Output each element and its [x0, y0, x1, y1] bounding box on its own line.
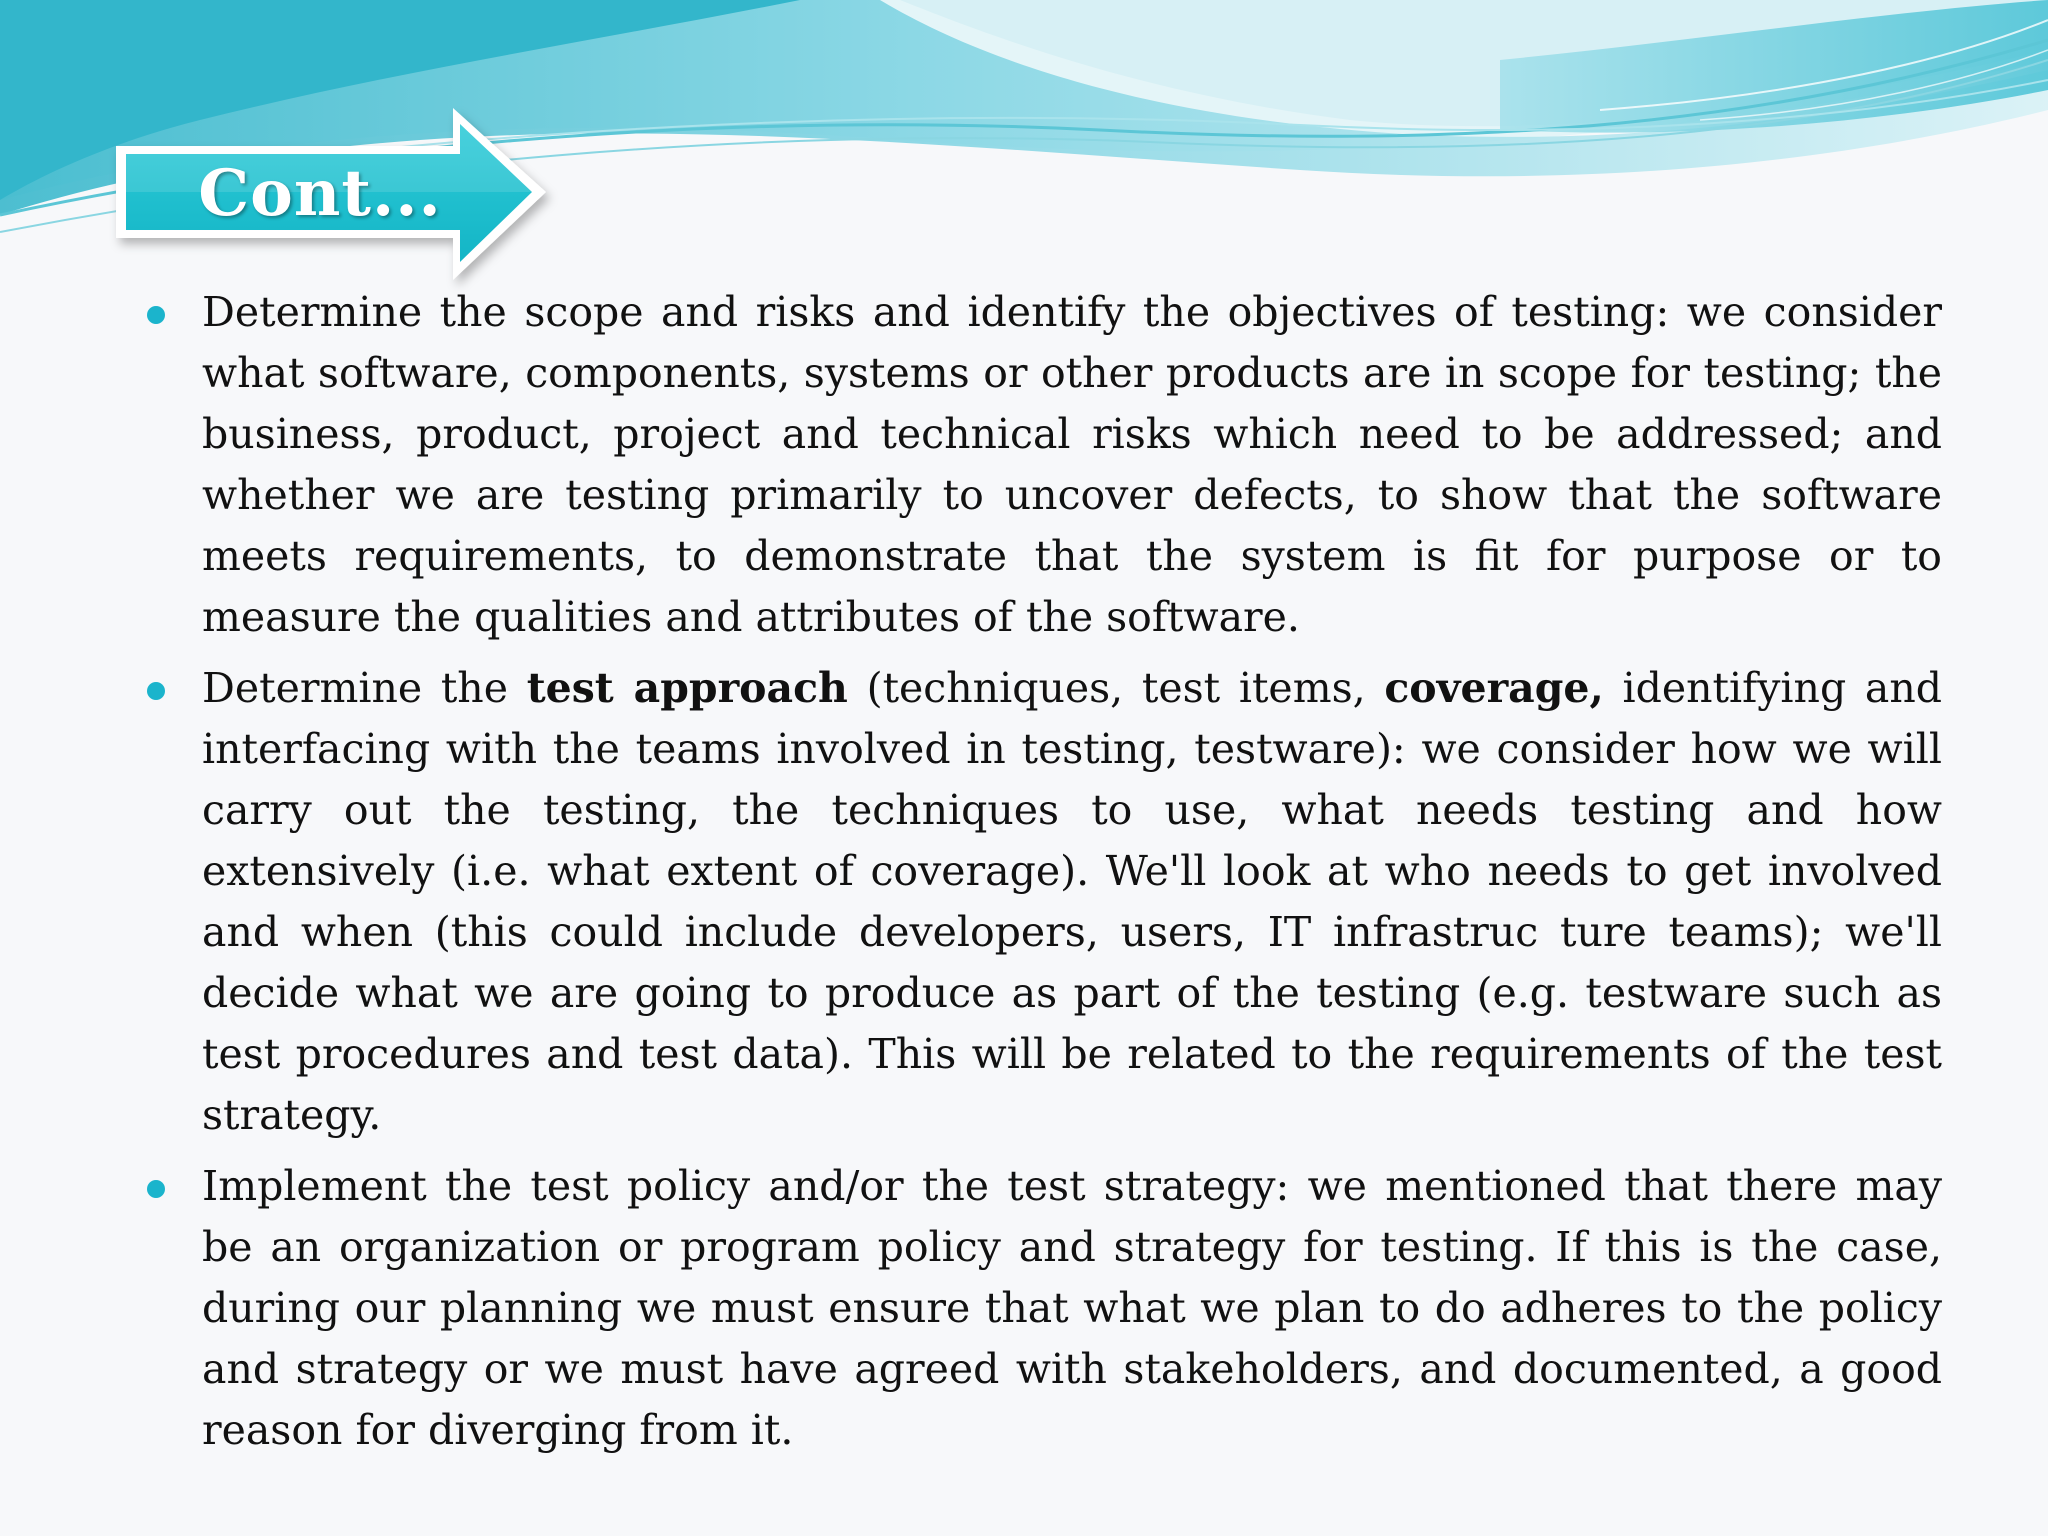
bold-term-test-approach: test approach: [526, 664, 848, 712]
bold-term-coverage: coverage,: [1384, 664, 1604, 712]
bullet-text: [202, 658, 1942, 1146]
bullet-list: [140, 282, 1942, 1471]
bullet-text-middle: (techniques, test items,: [847, 664, 1385, 712]
bullet-item-test-policy: [140, 1156, 1942, 1461]
bullet-dot-icon: [147, 1180, 165, 1198]
bullet-item-scope: [140, 282, 1942, 648]
bullet-text-suffix: identifying and interfacing with the teams involved in testing, testware): we consider how we will carry out the testing, the techniques to use, what needs testing and how extensively (i.e. what extent of coverage). We'll look at who needs to get involved and when (this could include developers, users, IT infrastruc ture teams); we'll decide what we are going to produce as part of the testing (e.g. testware such as test procedures and test data). This will be related to the requirements of the test strategy.: [202, 664, 1942, 1139]
bullet-text: Implement the test policy and/or the test strategy: we mentioned that there may be an organization or program policy and strategy for testing. If this is the case, during our planning we must ensure that what we plan to do adheres to the policy and strategy or we must have agreed with stakeholders, and documented, a good reason for diverging from it.: [202, 1162, 1942, 1454]
bullet-item-test-approach: [140, 658, 1942, 1146]
bullet-dot-icon: [147, 306, 165, 324]
bullet-text: Determine the scope and risks and identify the objectives of testing: we consider what software, components, systems or other products are in scope for testing; the business, product, project and technical risks which need to be addressed; and whether we are testing primarily to uncover defects, to show that the software meets requirements, to demonstrate that the system is fit for purpose or to measure the qualities and attributes of the software.: [202, 288, 1942, 641]
bullet-dot-icon: [147, 682, 165, 700]
slide-title: Cont...: [198, 155, 442, 231]
bullet-text-prefix: Determine the: [202, 664, 527, 712]
